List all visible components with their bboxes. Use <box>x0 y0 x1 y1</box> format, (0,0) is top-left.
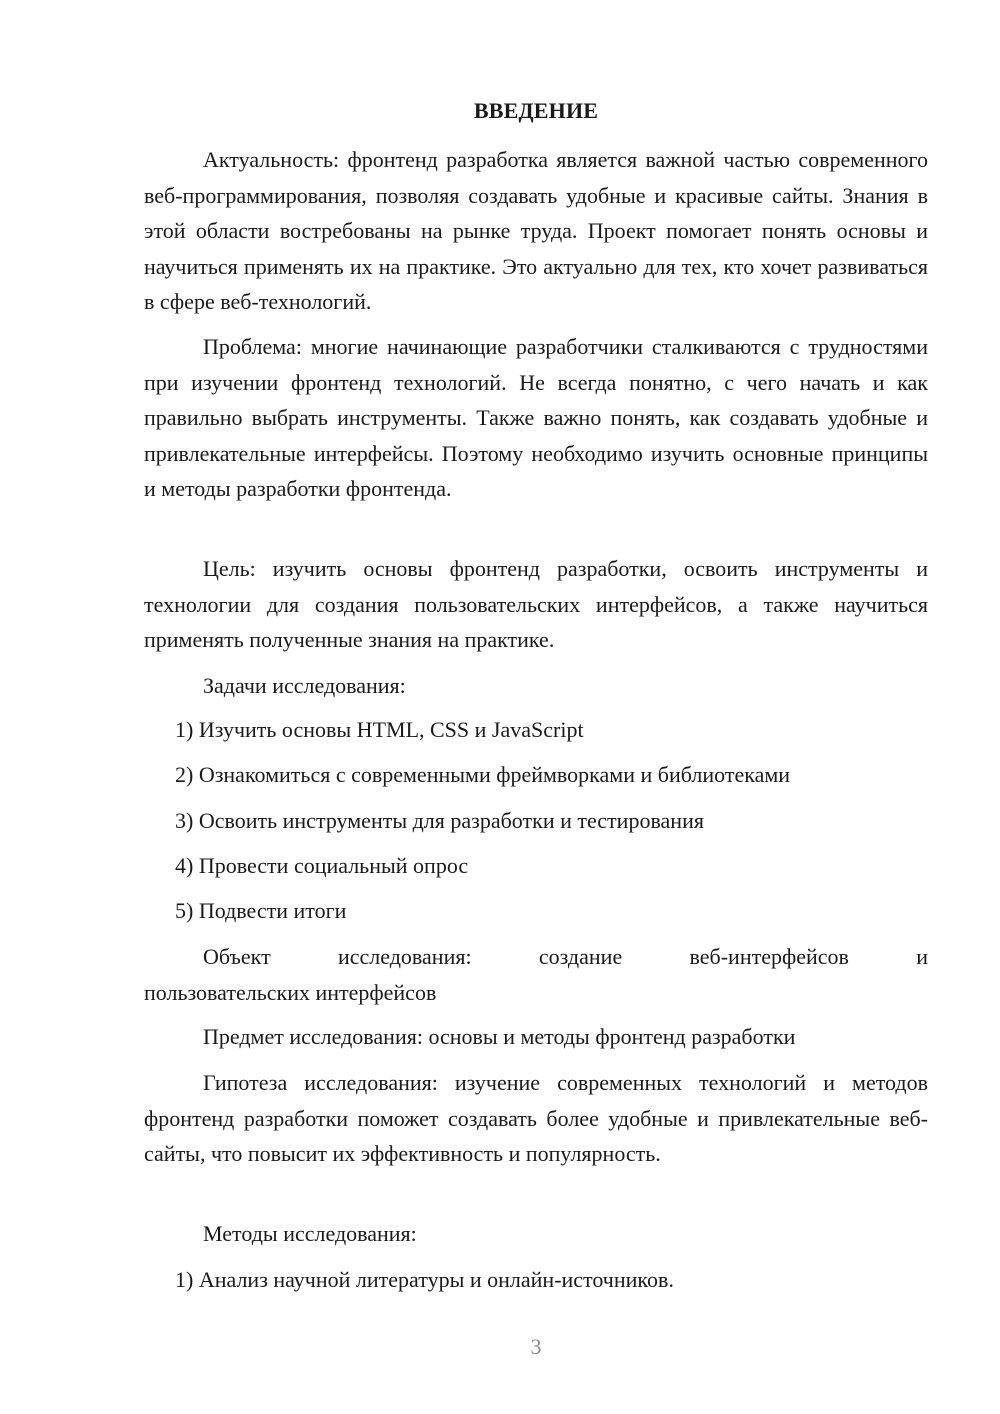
relevance-paragraph: Актуальность: фронтенд разработка является важной частью современного веб-программирования, позволяя создавать удобные и красивые сайты. Знания в этой области востребованы на рынке труда. Проект помогает понять основы и научиться применять их на практике. Это актуально для тех, кто хочет развиваться в сфере веб-технологий. <box>144 147 928 314</box>
task-item: 4) Провести социальный опрос <box>175 853 469 878</box>
document-page <box>144 0 928 1414</box>
object-first-line <box>144 939 928 975</box>
subject-line: Предмет исследования: основы и методы фронтенд разработки <box>203 1024 796 1049</box>
methods-label: Методы исследования: <box>203 1221 417 1246</box>
task-item: 3) Освоить инструменты для разработки и тестирования <box>175 808 704 833</box>
object-word: исследования: <box>337 944 472 969</box>
task-item: 2) Ознакомиться с современными фреймворками и библиотеками <box>175 762 791 787</box>
object-word: создание <box>538 944 623 969</box>
section-heading: ВВЕДЕНИЕ <box>473 98 599 123</box>
hypothesis-paragraph: Гипотеза исследования: изучение современных технологий и методов фронтенд разработки поможет создавать более удобные и привлекательные веб-сайты, что повысит их эффективность и популярность. <box>144 1070 928 1166</box>
object-paragraph <box>144 939 928 1010</box>
goal-paragraph: Цель: изучить основы фронтенд разработки, освоить инструменты и технологии для создания пользовательских интерфейсов, а также научиться применять полученные знания на практике. <box>144 556 928 652</box>
tasks-label: Задачи исследования: <box>203 673 406 698</box>
object-continuation: пользовательских интерфейсов <box>144 979 437 1005</box>
method-item: 1) Анализ научной литературы и онлайн-источников. <box>175 1267 674 1292</box>
object-word: и <box>916 944 928 969</box>
problem-paragraph: Проблема: многие начинающие разработчики сталкиваются с трудностями при изучении фронтенд технологий. Не всегда понятно, с чего начать и как правильно выбрать инструменты. Также важно понять, как создавать удобные и привлекательные интерфейсы. Поэтому необходимо изучить основные принципы и методы разработки фронтенда. <box>144 334 928 501</box>
task-item: 5) Подвести итоги <box>175 898 347 923</box>
object-word: веб-интерфейсов <box>689 944 849 969</box>
object-word: Объект <box>203 944 271 969</box>
task-item: 1) Изучить основы HTML, CSS и JavaScript <box>175 717 584 742</box>
page-number: 3 <box>530 1334 542 1359</box>
